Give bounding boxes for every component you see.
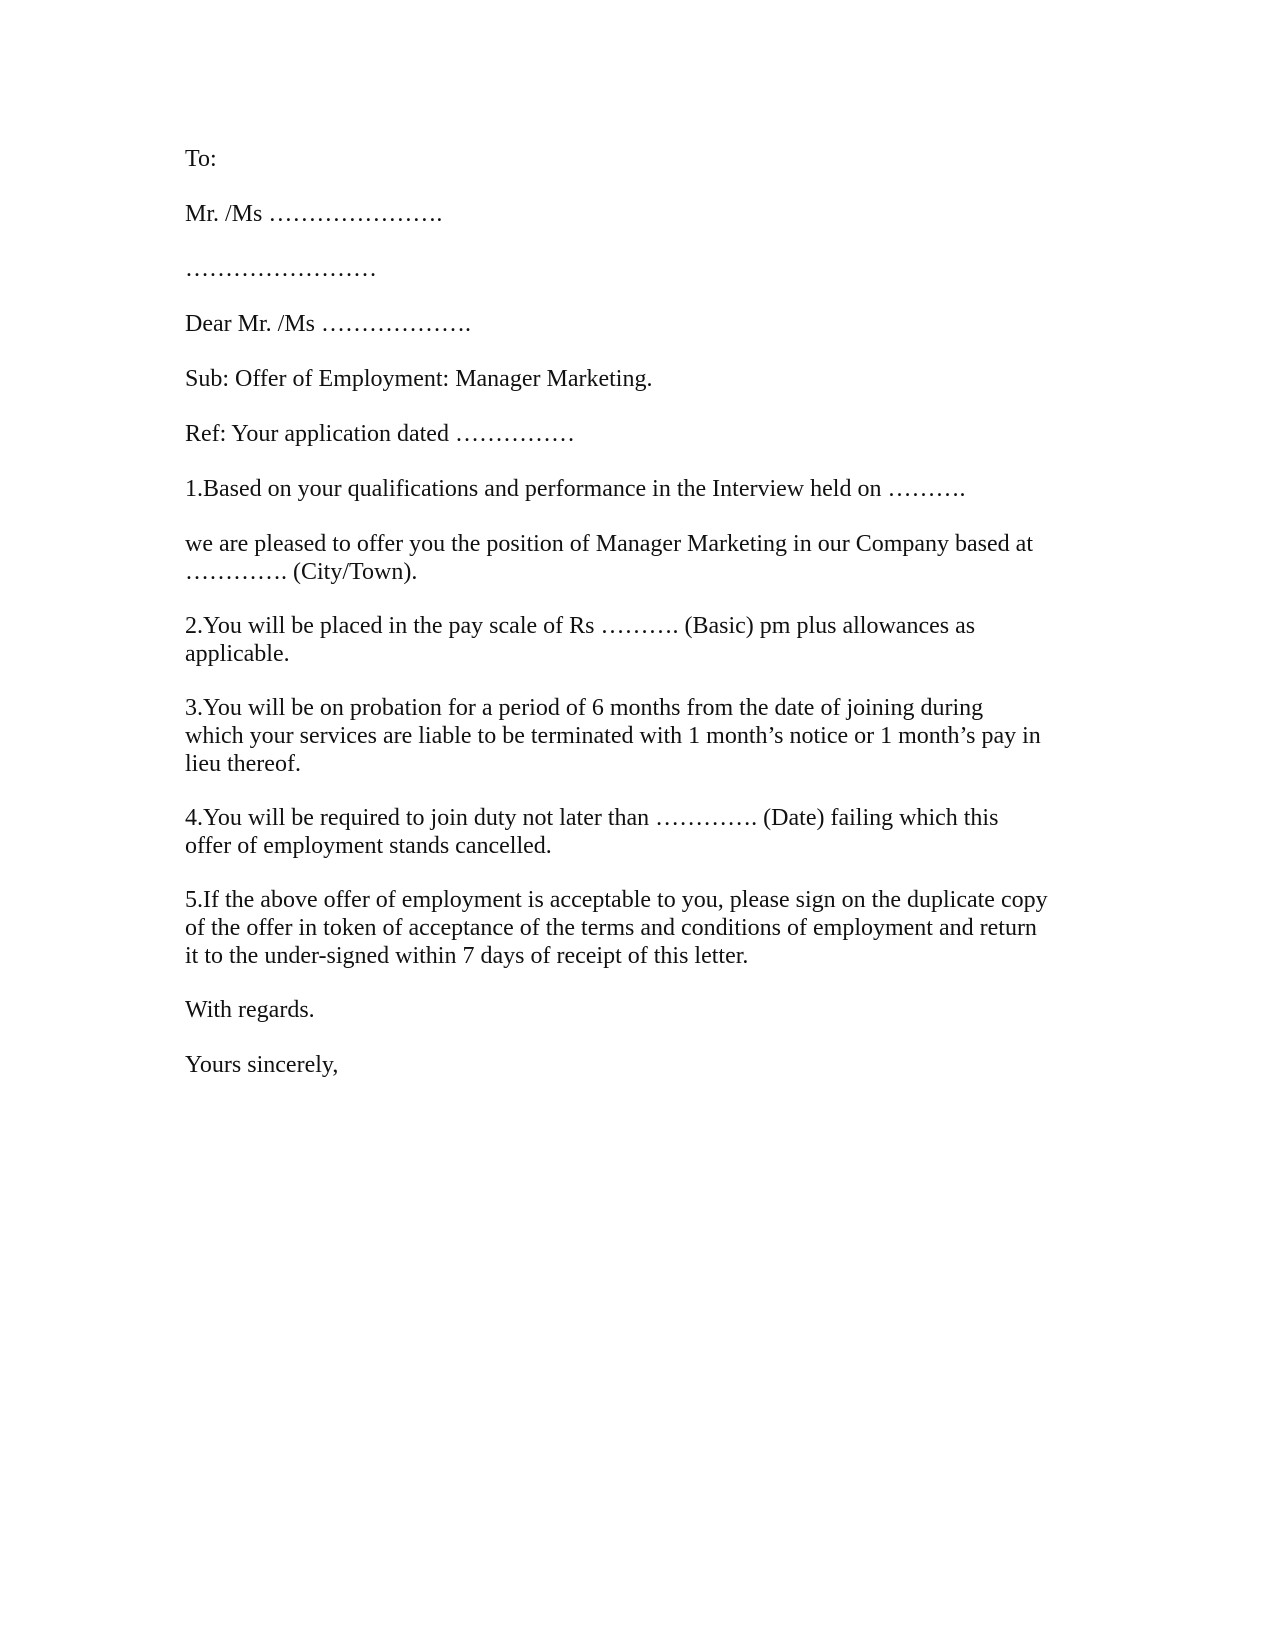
recipient-address: …………………… xyxy=(185,256,377,282)
paragraph-line: which your services are liable to be terminated with 1 month’s notice or 1 month’s pay in xyxy=(185,723,1041,749)
paragraph-line: 3.You will be on probation for a period of 6 months from the date of joining during xyxy=(185,695,984,721)
paragraph-4 xyxy=(185,804,1085,860)
paragraph-line: 4.You will be required to join duty not later than …………. (Date) failing which this xyxy=(185,805,999,831)
signoff-line: Yours sincerely, xyxy=(185,1052,339,1078)
paragraph-5 xyxy=(185,886,1085,970)
paragraph-line: lieu thereof. xyxy=(185,751,301,777)
paragraph-line: we are pleased to offer you the position of Manager Marketing in our Company based at xyxy=(185,531,1033,557)
paragraph-2 xyxy=(185,612,1085,668)
paragraph-line: of the offer in token of acceptance of the terms and conditions of employment and return xyxy=(185,915,1037,941)
closing-line: With regards. xyxy=(185,997,315,1023)
subject-line: Sub: Offer of Employment: Manager Marketing. xyxy=(185,366,653,392)
paragraph-line: 2.You will be placed in the pay scale of Rs ………. (Basic) pm plus allowances as xyxy=(185,613,976,639)
paragraph-line: it to the under-signed within 7 days of receipt of this letter. xyxy=(185,943,749,969)
paragraph-1: 1.Based on your qualifications and performance in the Interview held on ………. xyxy=(185,476,966,502)
paragraph-line: offer of employment stands cancelled. xyxy=(185,833,552,859)
paragraph-1-continued xyxy=(185,530,1085,586)
paragraph-line: 5.If the above offer of employment is acceptable to you, please sign on the duplicate copy xyxy=(185,887,1048,913)
paragraph-line: applicable. xyxy=(185,641,290,667)
reference-line: Ref: Your application dated …………… xyxy=(185,421,575,447)
to-label: To: xyxy=(185,146,217,172)
paragraph-line: …………. (City/Town). xyxy=(185,559,418,585)
salutation: Dear Mr. /Ms ………………. xyxy=(185,311,471,337)
recipient-name: Mr. /Ms …………………. xyxy=(185,201,443,227)
paragraph-3 xyxy=(185,694,1085,778)
